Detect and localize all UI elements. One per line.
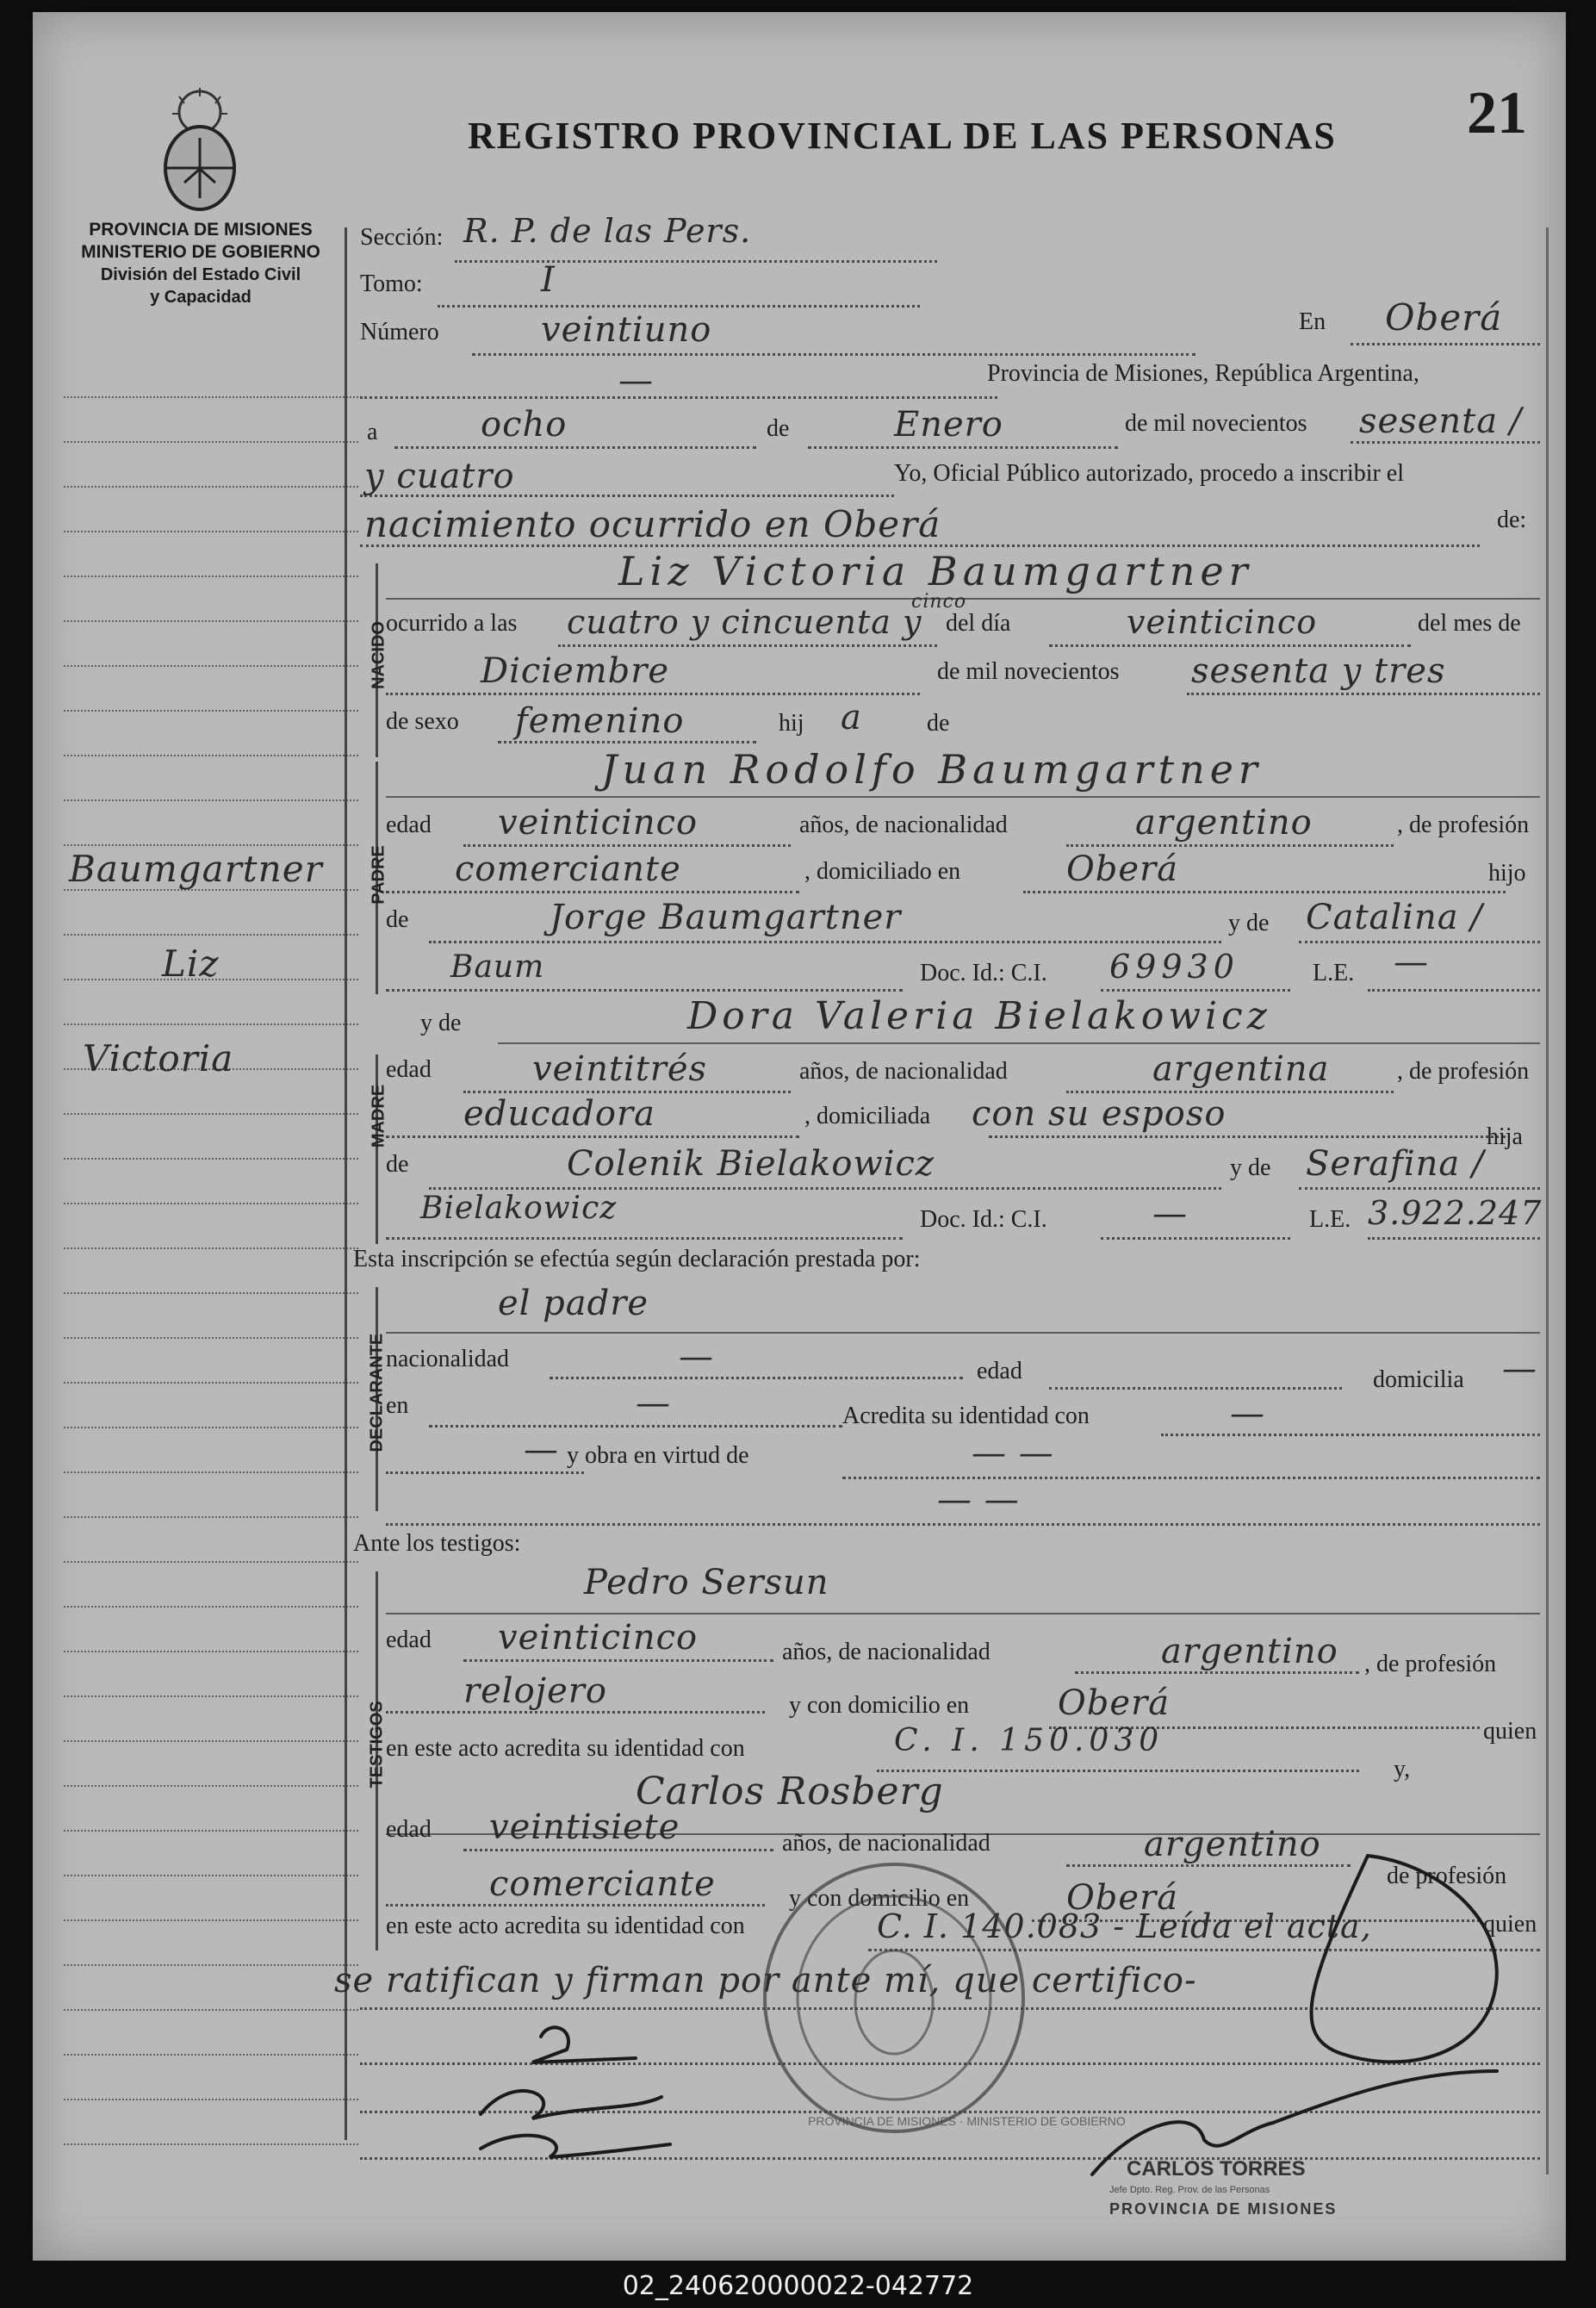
- ministry-name: MINISTERIO DE GOBIERNO: [81, 242, 320, 262]
- sexo-line: [498, 741, 756, 743]
- numero-label: Número: [360, 319, 439, 345]
- declarante-en-line: [429, 1425, 842, 1428]
- madre-le-line: [1368, 1237, 1540, 1240]
- acredita-line: [1161, 1434, 1540, 1436]
- madre-dom-line: [989, 1135, 1506, 1138]
- padre-prof-line: [386, 891, 799, 893]
- declarante-edad-line: [1049, 1387, 1342, 1390]
- yo-oficial-label: Yo, Oficial Público autorizado, procedo a inscribir el: [894, 460, 1405, 487]
- abuela-m-value-2: Bielakowicz: [420, 1191, 618, 1226]
- madre-ci-line: [1101, 1237, 1290, 1240]
- nacido-name: Liz Victoria Baumgartner: [618, 548, 1253, 594]
- t2-prof-label: de profesión: [1387, 1863, 1507, 1889]
- padre-nac-line: [1066, 844, 1394, 847]
- t1-y-label: y,: [1394, 1756, 1411, 1782]
- margin-line: [64, 620, 358, 622]
- official-province: PROVINCIA DE MISIONES: [1109, 2200, 1338, 2218]
- abuela-m-line: [1299, 1187, 1540, 1190]
- de-label: de: [767, 415, 790, 442]
- margin-line: [64, 1785, 358, 1787]
- form-left-border: [345, 227, 347, 2140]
- padre-ci-label: Doc. Id.: C.I.: [920, 960, 1047, 986]
- hija-label: hija: [1487, 1123, 1523, 1150]
- coat-of-arms-icon: [153, 86, 246, 215]
- closing-text: se ratifican y firman por ante mí, que certifico-: [334, 1961, 1197, 2000]
- page-number: 21: [1467, 80, 1527, 146]
- margin-line: [64, 2099, 358, 2100]
- padre-le-label: L.E.: [1313, 960, 1355, 986]
- acredita-value: —: [1230, 1394, 1265, 1434]
- madre-name-line: [498, 1042, 1540, 1044]
- t1-edad-label: edad: [386, 1627, 432, 1653]
- seccion-label: Sección:: [360, 224, 444, 251]
- padre-prof-value: comerciante: [455, 849, 681, 889]
- madre-dom-value: con su esposo: [972, 1094, 1226, 1134]
- padre-name-line: [386, 796, 1540, 798]
- abuelo-m-value: Colenik Bielakowicz: [567, 1144, 935, 1184]
- margin-line: [64, 1023, 358, 1025]
- margin-line: [64, 1337, 358, 1339]
- margin-line: [64, 1875, 358, 1876]
- margin-line: [64, 1516, 358, 1518]
- abuelo-m-line: [429, 1187, 1221, 1190]
- t2-dom-value: Oberá: [1066, 1878, 1179, 1918]
- obra-value: — —: [972, 1434, 1054, 1473]
- declarante-en-value: —: [636, 1384, 671, 1423]
- margin-line: [64, 1203, 358, 1204]
- t2-quien-label: quien: [1483, 1911, 1537, 1938]
- ciudad-value: Oberá: [1385, 296, 1503, 339]
- madre-le-value: 3.922.247: [1368, 1194, 1543, 1232]
- anio-value-2: y cuatro: [364, 457, 515, 496]
- padre-edad-value: veinticinco: [498, 803, 699, 843]
- padre-edad-line: [463, 844, 791, 847]
- declarante-nac-value: —: [679, 1337, 714, 1377]
- madre-abuela-y-de-label: y de: [1230, 1154, 1271, 1181]
- t2-edad-value: veintisiete: [489, 1807, 680, 1847]
- mes-value: Enero: [894, 405, 1003, 445]
- margin-line: [64, 2143, 358, 2145]
- madre-prof-label: , de profesión: [1397, 1058, 1530, 1085]
- declarante-nac-label: nacionalidad: [386, 1346, 510, 1372]
- obra-pre-line: [386, 1471, 584, 1474]
- t2-dom-label: y con domicilio en: [789, 1885, 970, 1912]
- tomo-label: Tomo:: [360, 271, 423, 297]
- tomo-value: I: [541, 260, 556, 300]
- madre-tag: MADRE: [369, 1084, 388, 1148]
- margin-line: [64, 1830, 358, 1832]
- abuela-p-cont-line: [386, 989, 903, 992]
- padre-edad-label: edad: [386, 812, 432, 838]
- ciudad-line: [1351, 343, 1540, 345]
- t1-doc-value: C. I. 150.030: [894, 1723, 1164, 1758]
- abuela-p-value-1: Catalina /: [1306, 898, 1483, 937]
- del-dia-label: del día: [946, 610, 1011, 637]
- obra-cont-line: [386, 1523, 1540, 1526]
- official-name: CARLOS TORRES: [1127, 2157, 1306, 2180]
- t1-quien-label: quien: [1483, 1718, 1537, 1745]
- madre-edad-label: edad: [386, 1056, 432, 1083]
- padre-tag: PADRE: [369, 845, 388, 905]
- anio-nac-line: [1187, 693, 1540, 695]
- madre-edad-line: [463, 1091, 791, 1093]
- official-subtitle: Jefe Dpto. Reg. Prov. de las Personas: [1109, 2185, 1270, 2195]
- t1-doc-line: [877, 1770, 1359, 1772]
- margin-line: [64, 1651, 358, 1652]
- margin-surname: Baumgartner: [69, 848, 323, 890]
- numero-line: [472, 353, 1195, 356]
- acredita-label: Acredita su identidad con: [842, 1403, 1090, 1429]
- margin-name-middle: Victoria: [83, 1037, 234, 1079]
- ante-testigos-label: Ante los testigos:: [353, 1530, 521, 1557]
- margin-line: [64, 486, 358, 488]
- t1-nac-value: argentino: [1161, 1632, 1338, 1671]
- margin-line: [64, 1158, 358, 1160]
- declarante-edad-label: edad: [977, 1358, 1022, 1384]
- t1-prof-line: [386, 1711, 765, 1714]
- abuelo-p-de-label: de: [386, 906, 409, 933]
- margin-line: [64, 710, 358, 712]
- register-page: [33, 12, 1566, 2261]
- t2-edad-label: edad: [386, 1816, 432, 1843]
- numero-value: veintiuno: [541, 310, 712, 350]
- margin-line: [64, 1964, 358, 1966]
- division-line1: División del Estado Civil: [100, 265, 301, 284]
- declarante-nac-line: [550, 1377, 963, 1379]
- madre-nac-value: argentina: [1152, 1049, 1330, 1089]
- anio-value-1: sesenta /: [1359, 401, 1523, 441]
- anio-line: [1351, 441, 1540, 444]
- mil-novecientos-label: de mil novecientos: [1125, 410, 1307, 437]
- margin-line: [64, 1740, 358, 1742]
- margin-line: [64, 575, 358, 577]
- abuelo-p-line: [429, 941, 1221, 943]
- testigos-tag: TESTIGOS: [367, 1701, 387, 1789]
- hij-suffix: a: [841, 698, 862, 737]
- esta-inscripcion-label: Esta inscripción se efectúa según declaración prestada por:: [353, 1246, 921, 1272]
- seccion-value: R. P. de las Pers.: [463, 212, 752, 250]
- en-label: En: [1299, 308, 1326, 335]
- hora-value: cuatro y cincuenta y: [567, 603, 922, 641]
- padre-dom-line: [1023, 891, 1506, 893]
- declarante-name-line: [386, 1332, 1540, 1334]
- margin-line: [64, 755, 358, 756]
- madre-y-de-label: y de: [420, 1010, 462, 1036]
- padre-le-value: —: [1394, 942, 1429, 982]
- acto-value: nacimiento ocurrido en Oberá: [364, 503, 941, 545]
- seal-text: PROVINCIA DE MISIONES · MINISTERIO DE GOBIERNO: [808, 2114, 1126, 2128]
- testigo1-name: Pedro Sersun: [584, 1563, 829, 1602]
- page-title: REGISTRO PROVINCIAL DE LAS PERSONAS: [468, 115, 1337, 157]
- margin-line: [64, 1561, 358, 1563]
- t1-prof-value: relojero: [463, 1671, 607, 1711]
- margin-line: [64, 1919, 358, 1921]
- t2-nac-value: argentino: [1144, 1825, 1321, 1864]
- abuelo-m-de-label: de: [386, 1151, 409, 1178]
- madre-ci-label: Doc. Id.: C.I.: [920, 1206, 1047, 1233]
- margin-line: [64, 799, 358, 801]
- provincia-label: Provincia de Misiones, República Argentina,: [987, 360, 1419, 387]
- margin-line: [64, 1113, 358, 1115]
- a-label: a: [367, 419, 378, 445]
- margin-line: [64, 1247, 358, 1249]
- t2-prof-value: comerciante: [489, 1864, 716, 1904]
- madre-le-label: L.E.: [1309, 1206, 1351, 1233]
- de-colon-label: de:: [1497, 507, 1527, 533]
- province-heading: [59, 219, 343, 308]
- abuela-m-cont-line: [386, 1237, 903, 1240]
- file-identifier: 02_240620000022-042772: [622, 2271, 974, 2301]
- margin-line: [64, 441, 358, 443]
- declarante-domicilia-label: domicilia: [1373, 1366, 1464, 1393]
- testigo1-name-line: [386, 1613, 1540, 1614]
- madre-name: Dora Valeria Bielakowicz: [687, 994, 1271, 1038]
- t1-edad-line: [463, 1659, 773, 1662]
- margin-line: [64, 1606, 358, 1608]
- dia-nac-line: [1049, 644, 1411, 647]
- hij-label: hij: [779, 710, 804, 737]
- hora-line: [558, 644, 937, 647]
- madre-prof-line: [386, 1135, 799, 1138]
- t1-acredita-label: en este acto acredita su identidad con: [386, 1735, 745, 1762]
- t1-prof-label: , de profesión: [1364, 1651, 1497, 1677]
- abuelo-p-value: Jorge Baumgartner: [550, 898, 902, 937]
- margin-line: [64, 2009, 358, 2011]
- mil-novecientos-nac-label: de mil novecientos: [937, 658, 1120, 685]
- hora-superscript: cinco: [911, 591, 967, 613]
- dia-line: [394, 446, 756, 449]
- t1-dom-label: y con domicilio en: [789, 1692, 970, 1719]
- sexo-label: de sexo: [386, 708, 459, 735]
- hij-de-label: de: [927, 710, 950, 737]
- declarante-tag: DECLARANTE: [367, 1333, 387, 1453]
- madre-nac-label: años, de nacionalidad: [799, 1058, 1008, 1085]
- testigo2-name: Carlos Rosberg: [636, 1770, 944, 1813]
- margin-line: [64, 2054, 358, 2056]
- nacido-tag: NACIDO: [369, 621, 388, 689]
- margin-line: [64, 665, 358, 667]
- margin-line: [64, 1471, 358, 1473]
- sexo-value: femenino: [515, 701, 685, 741]
- province-name: PROVINCIA DE MISIONES: [89, 220, 313, 240]
- t1-edad-value: veinticinco: [498, 1618, 699, 1658]
- hijo-label: hijo: [1488, 860, 1526, 886]
- t1-nac-label: años, de nacionalidad: [782, 1639, 991, 1665]
- t2-doc-value: C. I. 140.083 - Leída el acta,: [877, 1907, 1372, 1945]
- mes-nac-value: Diciembre: [481, 651, 670, 691]
- padre-y-de-label: y de: [1228, 910, 1270, 936]
- obra-cont-value: — —: [937, 1480, 1020, 1520]
- anio-nac-value: sesenta y tres: [1191, 651, 1446, 691]
- margin-line: [64, 396, 358, 398]
- madre-ci-value: —: [1152, 1194, 1188, 1234]
- del-mes-label: del mes de: [1418, 610, 1521, 637]
- madre-edad-value: veintitrés: [532, 1049, 708, 1089]
- abuela-m-value-1: Serafina /: [1306, 1144, 1485, 1184]
- dia-value: ocho: [481, 405, 568, 445]
- declarante-domicilia-value: —: [1502, 1349, 1537, 1389]
- provincia-line: [360, 396, 997, 399]
- madre-nac-line: [1066, 1091, 1394, 1093]
- padre-dom-label: , domiciliado en: [804, 858, 961, 885]
- margin-line: [64, 1382, 358, 1384]
- obra-pre-value: —: [524, 1430, 559, 1470]
- padre-name: Juan Rodolfo Baumgartner: [601, 746, 1263, 793]
- t2-acredita-label: en este acto acredita su identidad con: [386, 1913, 745, 1939]
- padre-nac-value: argentino: [1135, 803, 1313, 843]
- madre-prof-value: educadora: [463, 1094, 655, 1134]
- signatures-icon: [377, 1813, 1549, 2192]
- t2-nac-label: años, de nacionalidad: [782, 1830, 991, 1857]
- division-line2: y Capacidad: [150, 288, 252, 307]
- t1-nac-line: [1075, 1671, 1359, 1674]
- margin-line: [64, 1427, 358, 1428]
- abuela-p-value-2: Baum: [450, 949, 545, 985]
- margin-line: [64, 1292, 358, 1294]
- margin-line: [64, 934, 358, 936]
- margin-line: [64, 1695, 358, 1697]
- seccion-line: [455, 260, 937, 263]
- obra-line: [842, 1477, 1540, 1479]
- padre-ci-value: 69930: [1109, 948, 1239, 986]
- ocurrido-label: ocurrido a las: [386, 610, 518, 637]
- padre-prof-label: , de profesión: [1397, 812, 1530, 838]
- tomo-line: [438, 305, 920, 308]
- obra-label: y obra en virtud de: [567, 1442, 749, 1469]
- margin-line: [64, 531, 358, 532]
- declarante-value: el padre: [498, 1284, 649, 1323]
- mes-nac-line: [386, 693, 920, 695]
- mes-line: [808, 446, 1118, 449]
- declarante-en-label: en: [386, 1392, 409, 1419]
- padre-ci-line: [1101, 989, 1290, 992]
- margin-line: [64, 844, 358, 846]
- padre-le-line: [1368, 989, 1540, 992]
- t1-dom-value: Oberá: [1058, 1683, 1171, 1723]
- padre-nac-label: años, de nacionalidad: [799, 812, 1008, 838]
- margin-name-first: Liz: [162, 942, 220, 985]
- madre-dom-label: , domiciliada: [804, 1103, 931, 1129]
- provincia-dash: —: [618, 361, 654, 401]
- dia-nac-value: veinticinco: [1127, 603, 1318, 641]
- padre-dom-value: Oberá: [1066, 849, 1179, 889]
